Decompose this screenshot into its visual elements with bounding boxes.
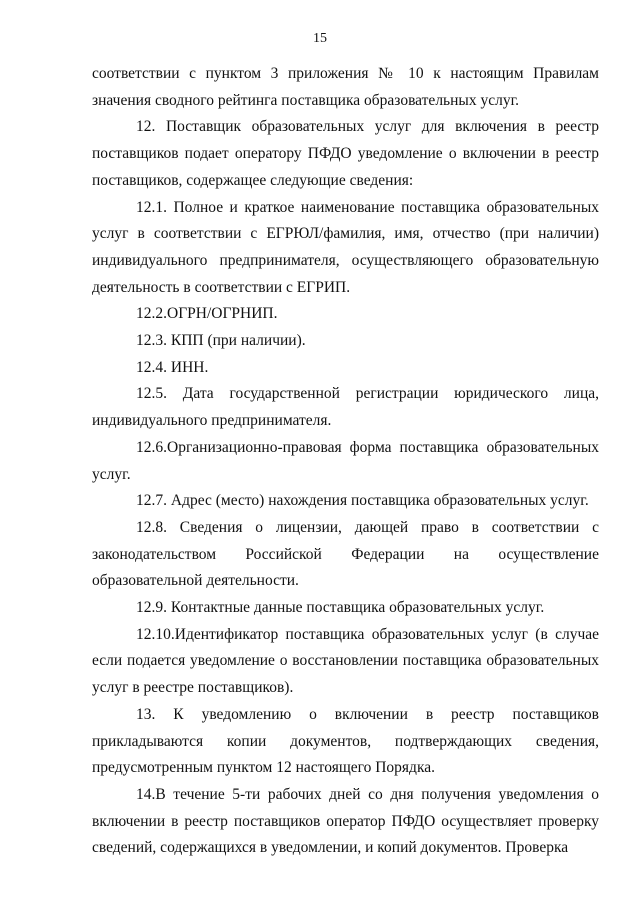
paragraph-12-9: 12.9. Контактные данные поставщика образовательных услуг. — [136, 599, 545, 617]
document-body — [92, 61, 599, 862]
paragraph-continuation: соответствии с пунктом 3 приложения № 10 к настоящим Правилам значения сводного рейтинга поставщика образовательных услуг. — [92, 65, 599, 109]
paragraph-12-5: 12.5. Дата государственной регистрации юридического лица, индивидуального предпринимателя. — [92, 385, 599, 430]
paragraph-12-8: 12.8. Сведения о лицензии, дающей право в соответствии с законодательством Российской Федерации на осуществление образовательной деятельности. — [92, 518, 599, 590]
paragraph-12: 12. Поставщик образовательных услуг для включения в реестр поставщиков подает оператору ПФДО уведомление о включении в реестр поставщиков, содержащее следующие сведения: — [92, 118, 599, 189]
paragraph-13: 13. К уведомлению о включении в реестр поставщиков прикладываются копии документов, подтверждающих сведения, предусмотренным пунктом 12 настоящего Порядка. — [92, 705, 599, 777]
page-number: 15 — [313, 31, 327, 46]
paragraph-12-1: 12.1. Полное и краткое наименование поставщика образовательных услуг в соответствии с ЕГРЮЛ/фамилия, имя, отчество (при наличии) индивидуального предпринимателя, осуществляющего образовательную деятельность в соответствии с ЕГРИП. — [92, 198, 599, 296]
paragraph-12-7: 12.7. Адрес (место) нахождения поставщика образовательных услуг. — [136, 492, 589, 510]
paragraph-12-4: 12.4. ИНН. — [136, 358, 209, 376]
paragraph-12-2: 12.2.ОГРН/ОГРНИП. — [136, 305, 278, 323]
paragraph-12-3: 12.3. КПП (при наличии). — [136, 332, 306, 350]
paragraph-14: 14.В течение 5-ти рабочих дней со дня получения уведомления о включении в реестр поставщиков оператор ПФДО осуществляет проверку сведений, содержащихся в уведомлении, и копий документов. Проверка — [92, 785, 599, 857]
paragraph-12-10: 12.10.Идентификатор поставщика образовательных услуг (в случае если подается уведомление о восстановлении поставщика образовательных услуг в реестре поставщиков). — [92, 625, 599, 697]
paragraph-12-6: 12.6.Организационно-правовая форма поставщика образовательных услуг. — [92, 438, 599, 483]
